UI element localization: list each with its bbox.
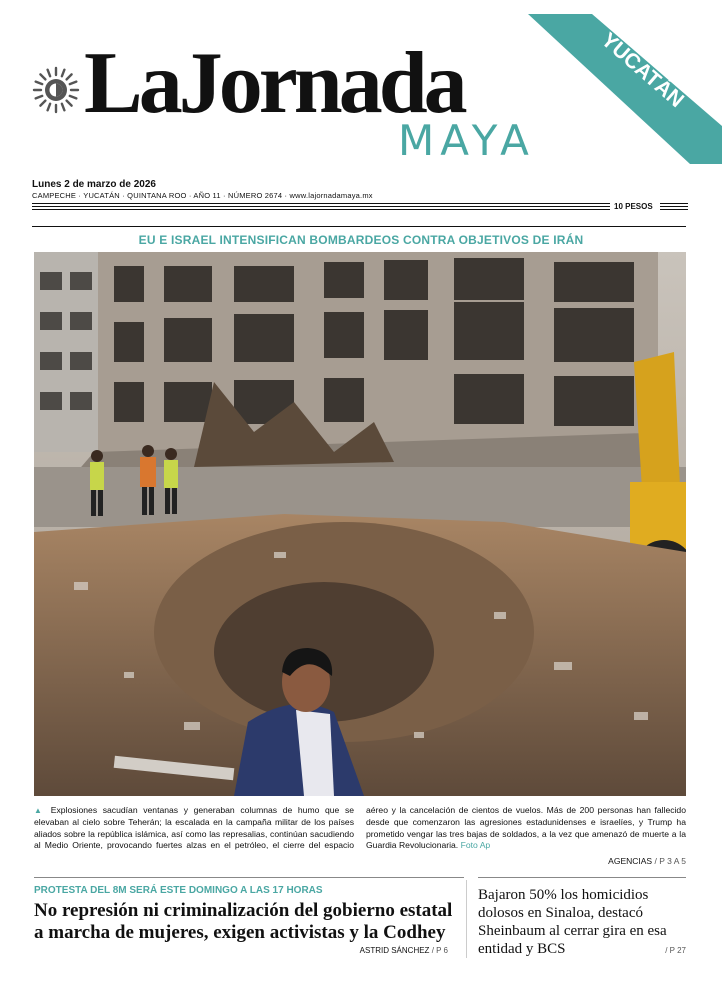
column-divider	[466, 880, 467, 958]
section-divider-left	[34, 877, 464, 878]
price-rule	[32, 203, 610, 212]
story-headline[interactable]: No represión ni criminalización del gobierno estatal a marcha de mujeres, exigen activistas y la Codhey	[34, 900, 453, 943]
agency-page[interactable]: / P 3 A 5	[654, 856, 686, 866]
story-page[interactable]: / P 6	[431, 946, 448, 955]
issue-date: Lunes 2 de marzo de 2026	[32, 179, 156, 190]
photo-caption	[34, 805, 686, 852]
photo-credit: Foto Ap	[460, 840, 491, 851]
lead-headline[interactable]: EU E ISRAEL INTENSIFICAN BOMBARDEOS CONTRA OBJETIVOS DE IRÁN	[138, 233, 584, 247]
lead-photo[interactable]	[34, 252, 686, 796]
caption-triangle-icon: ▲	[34, 806, 46, 815]
caption-text: Explosiones sacudían ventanas y generaban columnas de humo que se elevaban al cielo sobre Teherán; la escalada en la campaña militar de los países aliados sobre la república islámica, así como las represalias, continúan sacudiendo al Medio Oriente, provocando fuertes alzas en el petróleo, el cierre del espacio aéreo y la cancelación de cientos de vuelos. Más de 200 personas han fallecido desde que comenzaron las agresiones estadunidenses e israelíes, y Trump ha prometido vengar las tres bajas de soldados, a la vez que amenazó de muerte a la Guardia Revolucionaria.	[34, 805, 686, 851]
edition-sash-label: YUCATÁN	[596, 28, 689, 113]
masthead-logo[interactable]: LaJornada	[84, 35, 464, 132]
section-divider-right	[478, 877, 686, 878]
lead-source	[608, 856, 686, 866]
divider	[32, 226, 686, 227]
sun-logo-icon	[30, 64, 82, 116]
story-author: ASTRID SÁNCHEZ	[359, 946, 430, 955]
agency-label: AGENCIAS	[608, 856, 653, 866]
price-label: 10 PESOS	[614, 202, 653, 211]
edition-sash	[520, 14, 722, 164]
masthead-logo-maya: MAYA	[398, 116, 535, 165]
story-byline	[34, 946, 448, 955]
story-kicker: PROTESTA DEL 8M SERÁ ESTE DOMINGO A LAS 17 HORAS	[34, 885, 323, 896]
side-story-headline[interactable]: Bajaron 50% los homicidios dolosos en Sinaloa, destacó Sheinbaum al cerrar gira en esa entidad y BCS	[478, 887, 667, 957]
issue-info: CAMPECHE · YUCATÁN · QUINTANA ROO · AÑO 11 · NÚMERO 2674 · www.lajornadamaya.mx	[32, 191, 373, 200]
side-story-page[interactable]: / P 27	[665, 946, 686, 955]
price-rule-right	[660, 203, 688, 212]
